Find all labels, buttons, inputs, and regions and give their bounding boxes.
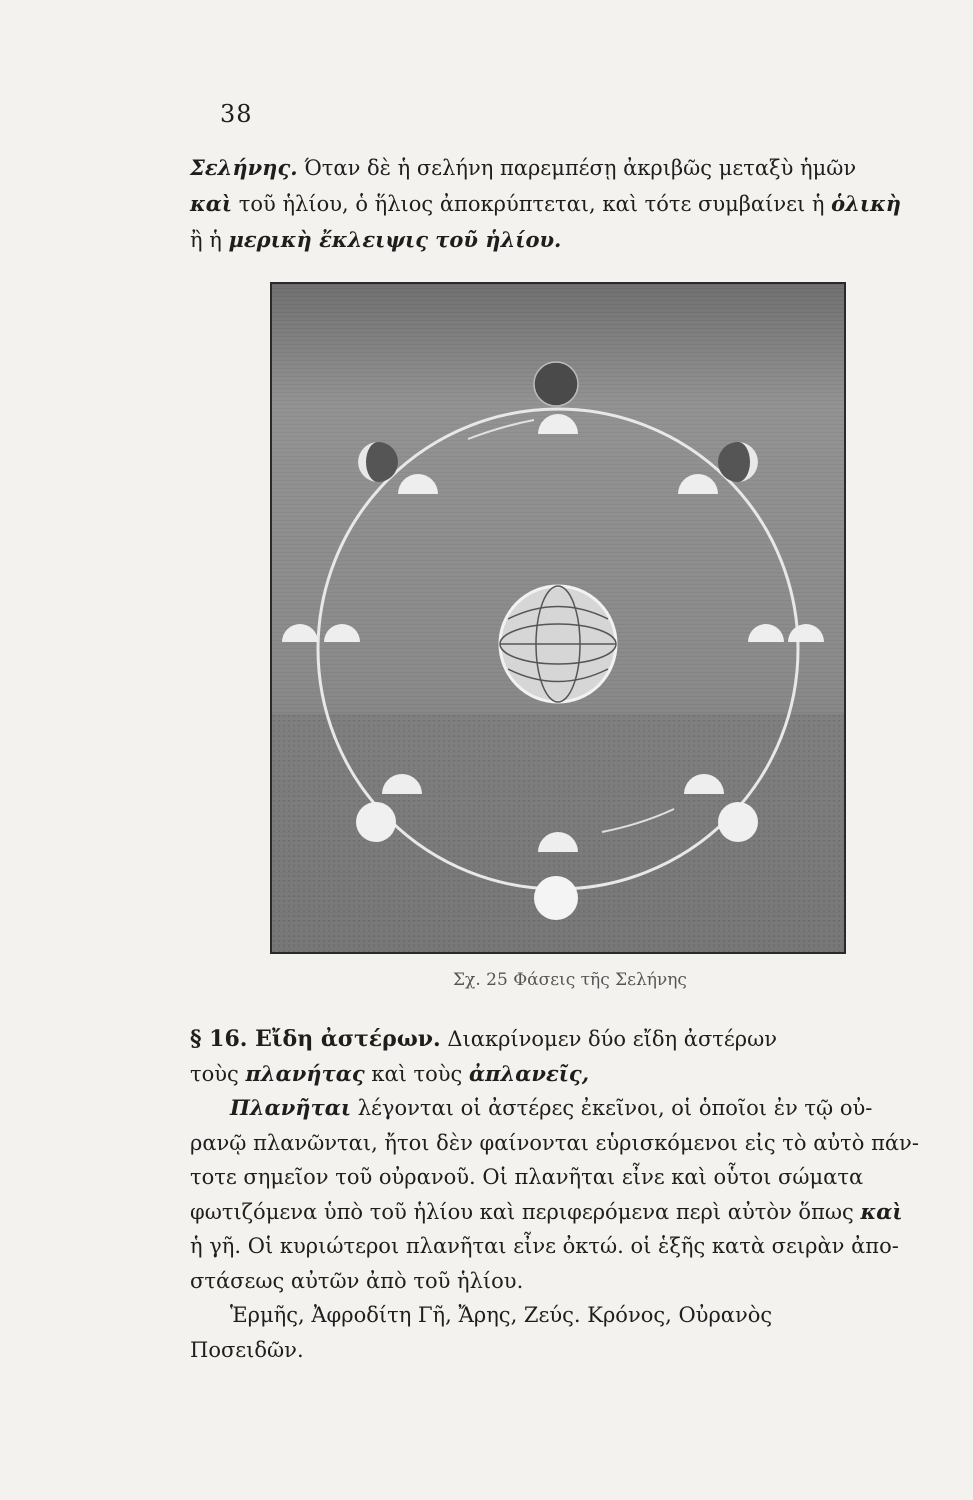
body-line-6	[190, 1195, 930, 1230]
term-kai: καὶ	[190, 191, 233, 216]
term-kai-end: καὶ	[860, 1198, 903, 1224]
term-meriki-ekleipsis: μερικὴ ἔκλειψις τοῦ ἡλίου.	[228, 227, 562, 252]
section-number: § 16.	[190, 1026, 248, 1052]
body-line-3-text: λέγονται οἱ ἀστέρες ἐκεῖνοι, οἱ ὁποῖοι ἐν τῷ οὐ-	[351, 1096, 873, 1120]
body-line-6-text: φωτιζόμενα ὑπὸ τοῦ ἡλίου καὶ περιφερόμενα περὶ αὐτὸν ὅπως	[190, 1199, 861, 1224]
section-heading-rest: Διακρίνομεν δύο εἴδη ἀστέρων	[440, 1027, 778, 1051]
moon-phases-illustration	[270, 282, 846, 954]
body-line-2-c: καὶ τοὺς	[364, 1061, 469, 1086]
section-16-text	[190, 1022, 930, 1367]
body-line-7: ἡ γῆ. Οἱ κυριώτεροι πλανῆται εἶνε ὀκτώ. οἱ ἑξῆς κατὰ σειρὰν ἀπο-	[190, 1234, 899, 1258]
top-line-3	[190, 222, 932, 258]
figure-caption: Σχ. 25 Φάσεις τῆς Σελήνης	[453, 970, 687, 990]
body-line-5: τοτε σημεῖον τοῦ οὐρανοῦ. Οἱ πλανῆται εἶνε καὶ οὗτοι σώματα	[190, 1165, 864, 1189]
top-line-2	[190, 186, 932, 222]
body-line-3	[190, 1091, 930, 1126]
section-heading-line	[190, 1022, 930, 1057]
top-line-3-text: ἢ ἡ	[190, 228, 229, 252]
planet-list-line-2: Ποσειδῶν.	[190, 1337, 304, 1362]
planet-list-line-1: Ἑρμῆς, Ἀφροδίτη Γῆ, Ἄρης, Ζεύς. Κρόνος, Οὐρανὸς	[230, 1303, 773, 1327]
top-line-2-text: τοῦ ἡλίου, ὁ ἥλιος ἀποκρύπτεται, καὶ τότε συμβαίνει ἡ	[232, 192, 832, 216]
page-number: 38	[220, 100, 253, 128]
term-planitai: Πλανῆται	[230, 1095, 352, 1120]
term-aplaneis: ἀπλανεῖς,	[469, 1060, 590, 1086]
term-selinis: Σελήνης.	[190, 155, 298, 180]
body-line-2	[190, 1057, 930, 1092]
term-planitas: πλανήτας	[245, 1060, 365, 1086]
body-line-4: ρανῷ πλανῶνται, ἤτοι δὲν φαίνονται εὑρισκόμενοι εἰς τὸ αὐτὸ πάν-	[190, 1130, 919, 1155]
section-title: Εἴδη ἀστέρων.	[247, 1026, 441, 1052]
body-line-8: στάσεως αὐτῶν ἀπὸ τοῦ ἡλίου.	[190, 1268, 524, 1293]
moon-phases-drawing	[272, 284, 844, 952]
body-line-2-a: τοὺς	[190, 1061, 246, 1086]
term-oliki: ὁλικὴ	[831, 191, 902, 216]
earth-globe	[500, 586, 616, 702]
top-line-1-text: Όταν δὲ ἡ σελήνη παρεμπέσῃ ἀκριβῶς μεταξὺ ἡμῶν	[297, 156, 857, 180]
top-paragraph	[190, 150, 932, 258]
top-line-1	[190, 150, 932, 186]
